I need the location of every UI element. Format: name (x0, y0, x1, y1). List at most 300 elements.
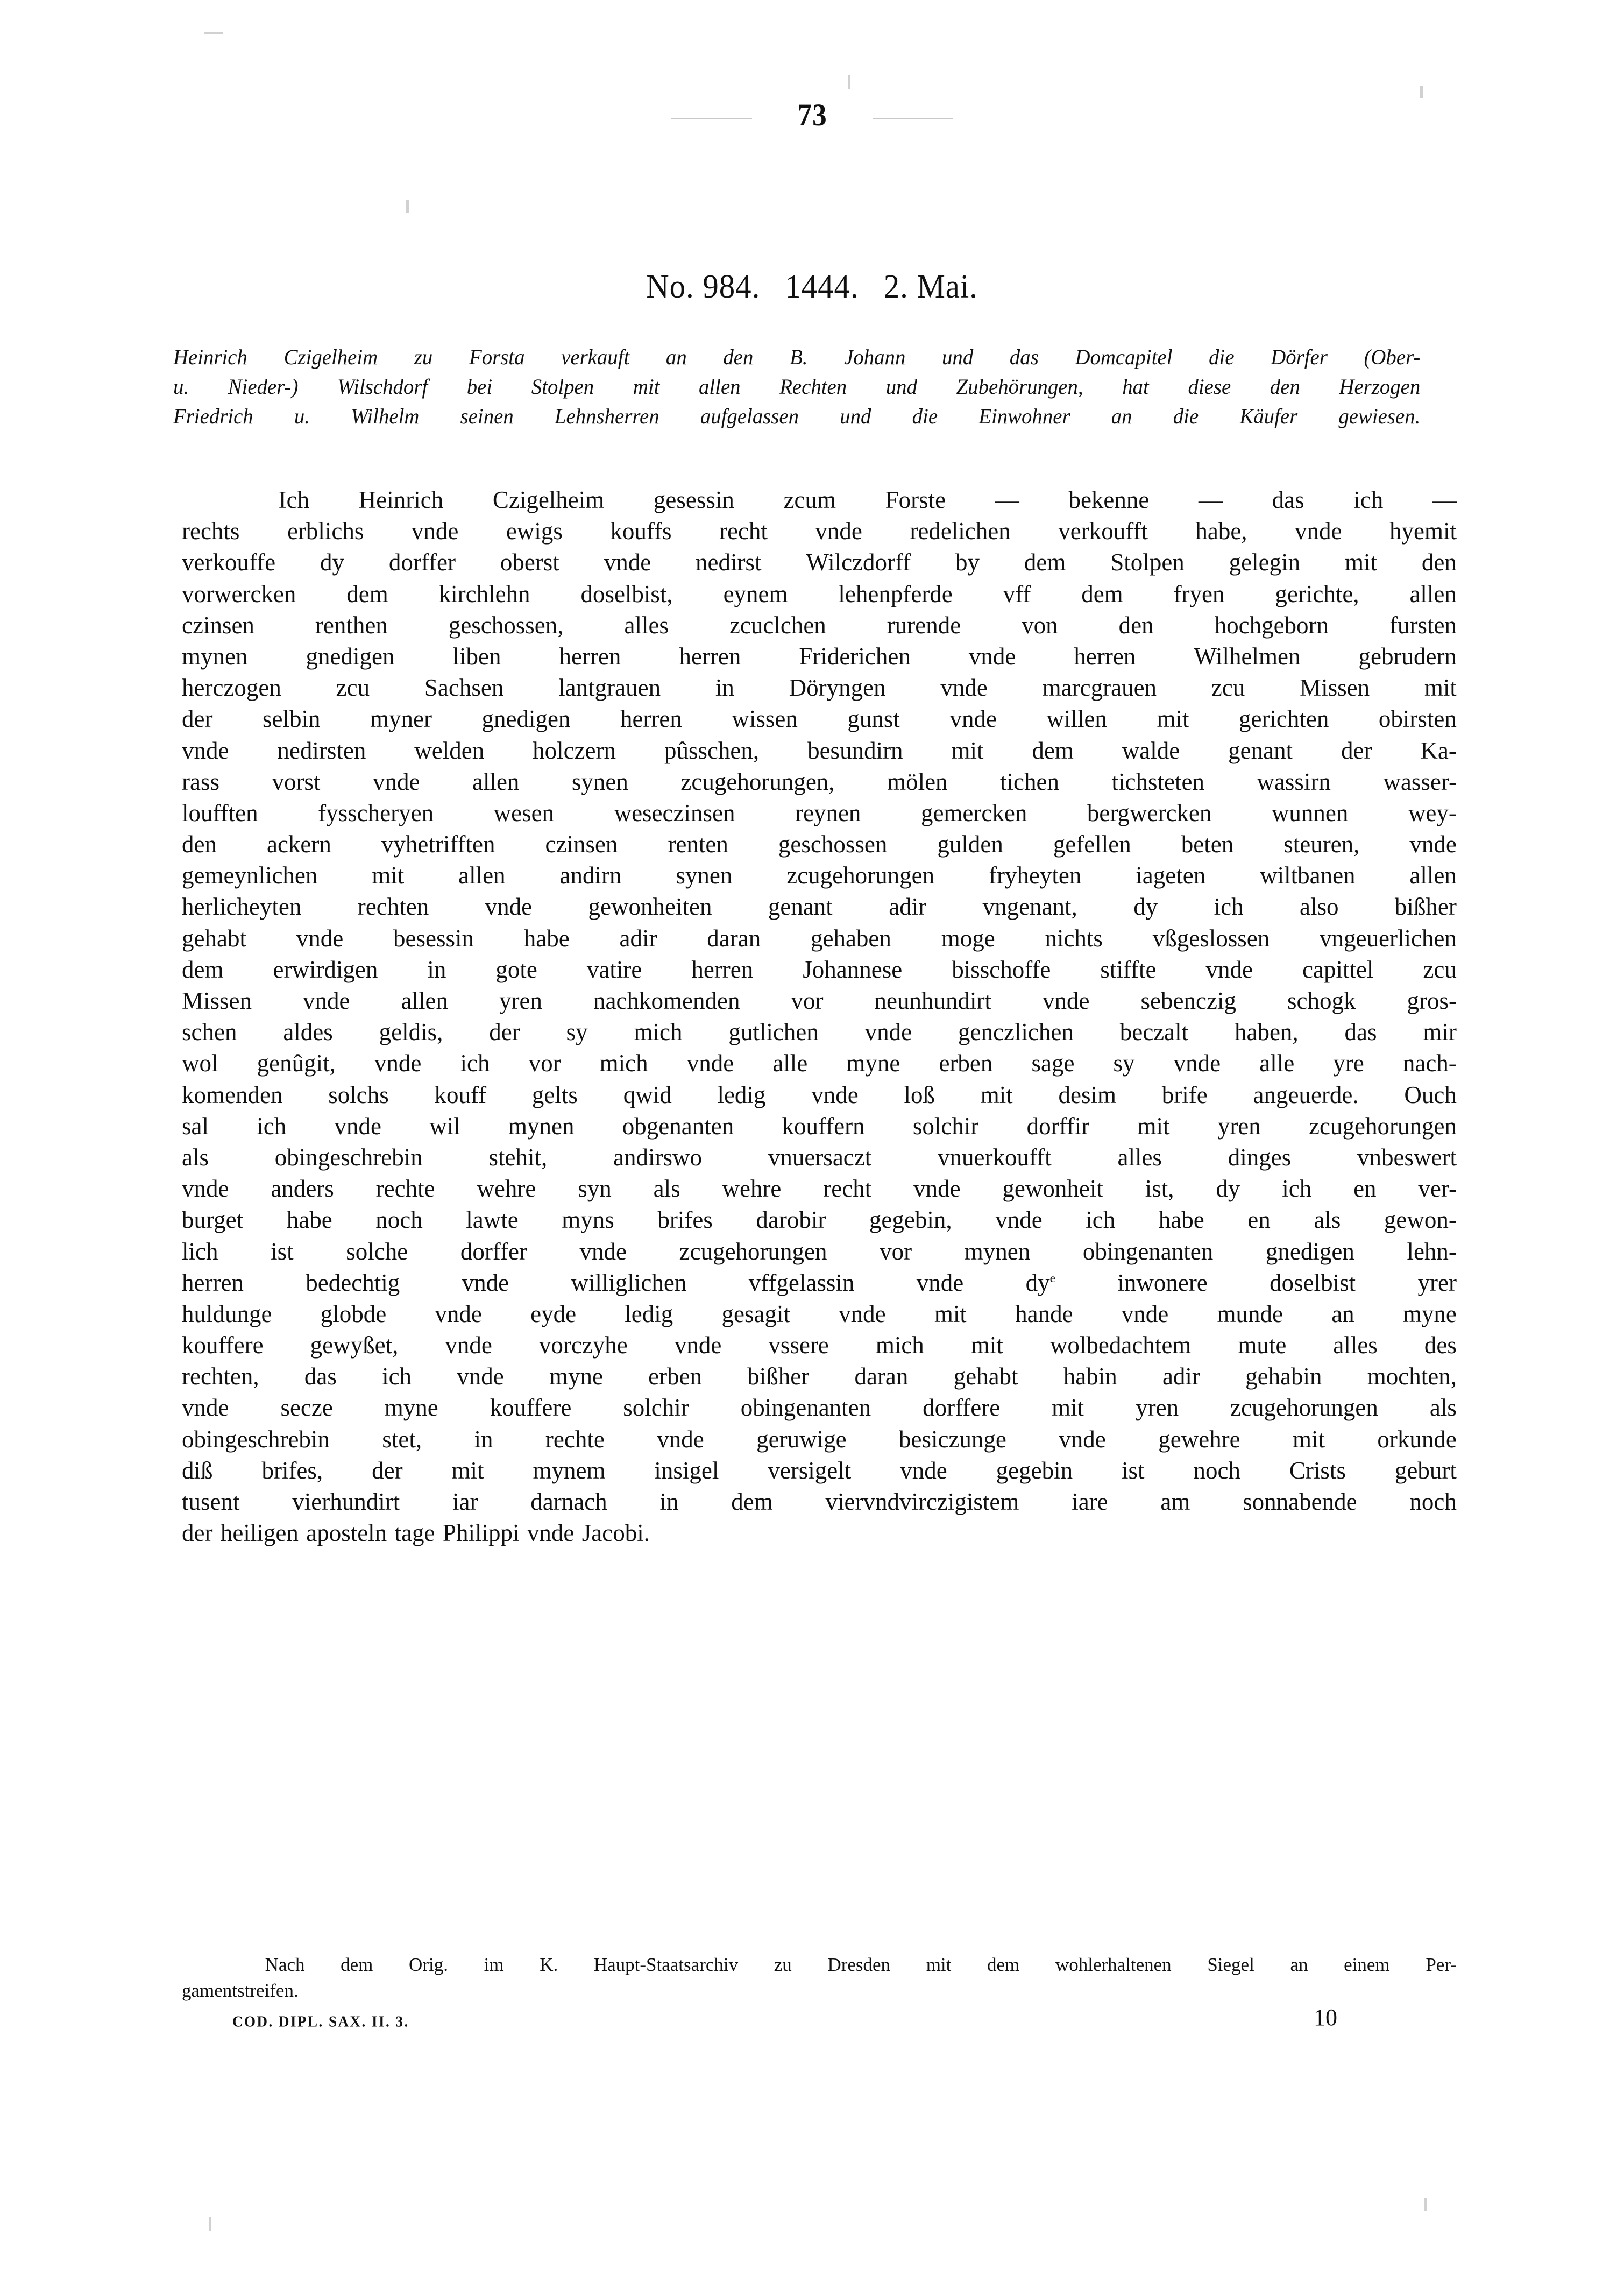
word: kouffere (490, 1394, 572, 1422)
word: zcugehorungen (679, 1238, 827, 1265)
word: — (995, 486, 1019, 513)
word: zcugehorungen, (680, 768, 835, 795)
word: genant (768, 893, 833, 921)
word: genczlichen (958, 1019, 1074, 1046)
word: gunst (847, 705, 900, 733)
word: erblichs (287, 518, 364, 545)
word: loß (904, 1081, 935, 1108)
volume-signature-mark: COD. DIPL. SAX. II. 3. (232, 2013, 409, 2030)
word: als (1314, 1206, 1341, 1234)
word: verkouffe (182, 549, 276, 576)
word: mit (451, 1456, 484, 1484)
word: czinsen (545, 831, 618, 858)
word: lehn- (1407, 1238, 1457, 1265)
word: komenden (182, 1081, 283, 1108)
word: heiligen (220, 1519, 299, 1547)
word: vnde (182, 737, 229, 764)
body-line (182, 954, 1457, 985)
word: nach- (1402, 1050, 1457, 1077)
word: fursten (1389, 611, 1457, 639)
word: vnde (839, 1300, 886, 1327)
word: vnde (303, 987, 350, 1014)
word: andirn (559, 862, 622, 889)
rule-dash-right (873, 118, 953, 119)
word: schen (182, 1019, 237, 1046)
word: tichsteten (1111, 768, 1204, 795)
word: mit (934, 1300, 967, 1327)
word: ich (1282, 1175, 1312, 1203)
word: als (182, 1143, 209, 1171)
scan-speck (848, 75, 850, 89)
word: yrer (1417, 1269, 1457, 1296)
word: daran (854, 1363, 909, 1390)
word: Wilczdorff (806, 549, 911, 576)
word: reynen (795, 799, 861, 826)
word: huldunge (182, 1300, 272, 1327)
word: Philippi (442, 1519, 520, 1547)
word: gehaben (810, 924, 891, 952)
word: lehenpferde (838, 580, 953, 607)
rule-dash-left (671, 118, 752, 119)
body-line (182, 1517, 1457, 1548)
word: zcuclchen (729, 611, 826, 639)
word: ist, (1145, 1175, 1174, 1203)
word: fysscheryen (318, 799, 434, 826)
word: schogk (1287, 987, 1356, 1014)
word: vorst (272, 768, 321, 795)
body-line (182, 1392, 1457, 1423)
word: desim (1058, 1081, 1117, 1108)
word: en (1353, 1175, 1377, 1203)
word: aldes (283, 1019, 333, 1046)
word: dinges (1228, 1143, 1292, 1171)
word: vnde (411, 518, 459, 545)
charter-body (182, 484, 1457, 1548)
word: kouffern (782, 1112, 865, 1140)
body-line (182, 1330, 1457, 1361)
charter-number: No. 984. (646, 268, 761, 305)
word: dem (182, 956, 224, 983)
word: noch (1193, 1456, 1240, 1484)
word: obingeschrebin (274, 1143, 423, 1171)
word: diß (182, 1456, 213, 1484)
word: habin (1063, 1363, 1117, 1390)
body-line (182, 1455, 1457, 1486)
word: vngenant, (982, 893, 1077, 921)
word: also (1299, 893, 1339, 921)
body-line (182, 703, 1457, 734)
word: vor (791, 987, 824, 1014)
word: darobir (756, 1206, 826, 1234)
word: Haupt-Staatsarchiv (593, 1954, 739, 1975)
word: vor (880, 1238, 912, 1265)
word: das (304, 1363, 337, 1390)
word: besiczunge (898, 1425, 1006, 1453)
body-line (182, 547, 1457, 578)
word: stiffte (1100, 956, 1157, 983)
word: mochten, (1367, 1363, 1457, 1390)
word: an (1331, 1300, 1354, 1327)
word: dorffer (388, 549, 456, 576)
word: gesessin (653, 486, 734, 513)
word: ledig (625, 1300, 673, 1327)
word: solchs (328, 1081, 389, 1108)
word: Missen (1300, 674, 1370, 702)
word: des (1424, 1332, 1457, 1359)
word: myns (562, 1206, 614, 1234)
body-line (182, 1173, 1457, 1204)
word: sy (1113, 1050, 1135, 1077)
word: das (1344, 1019, 1377, 1046)
word: gnedigen (306, 642, 395, 670)
word: lawte (466, 1206, 519, 1234)
word: renthen (315, 611, 388, 639)
word: vnde (374, 1050, 422, 1077)
word: gehabt (182, 924, 246, 952)
word: versigelt (768, 1456, 852, 1484)
word: dorffer (460, 1238, 527, 1265)
word: bisschoffe (952, 956, 1051, 983)
word: rass (182, 768, 219, 795)
word: vff (1003, 580, 1031, 607)
word: wassirn (1257, 768, 1331, 795)
word: als (653, 1175, 680, 1203)
word: vnde (674, 1332, 722, 1359)
word: kouffs (610, 518, 672, 545)
body-line (182, 672, 1457, 703)
word: Friderichen (799, 642, 911, 670)
word: czinsen (182, 611, 254, 639)
word: zcugehorungen (1230, 1394, 1378, 1422)
word: burget (182, 1206, 244, 1234)
scan-speck (204, 32, 223, 34)
gathering-signature-number: 10 (1314, 2004, 1337, 2031)
word: hyemit (1389, 518, 1457, 545)
word: vnde (372, 768, 420, 795)
word: vnde (1059, 1425, 1106, 1453)
word: Ouch (1404, 1081, 1457, 1108)
word: gnedigen (481, 705, 571, 733)
word: Orig. (409, 1954, 448, 1975)
word: vnde (485, 893, 533, 921)
word: solchir (623, 1394, 689, 1422)
word: rechts (182, 518, 240, 545)
word: mynen (964, 1238, 1031, 1265)
word: Johannese (803, 956, 903, 983)
word: mich (875, 1332, 924, 1359)
word: lantgrauen (558, 674, 661, 702)
word: iageten (1136, 862, 1206, 889)
word: brifes (657, 1206, 713, 1234)
word: mit (372, 862, 405, 889)
word: vnde (913, 1175, 961, 1203)
word: mit (970, 1332, 1003, 1359)
word: besundirn (807, 737, 903, 764)
body-line (182, 484, 1457, 515)
word: wasser- (1383, 768, 1457, 795)
word: vorczyhe (538, 1332, 628, 1359)
word: dem (731, 1488, 773, 1515)
word: besessin (393, 924, 474, 952)
word: marcgrauen (1042, 674, 1157, 702)
word: den (1421, 549, 1457, 576)
word: gerichte, (1275, 580, 1359, 607)
word: eyde (530, 1300, 577, 1327)
word: gewehre (1158, 1425, 1240, 1453)
word: wunnen (1271, 799, 1349, 826)
word: ich (257, 1112, 287, 1140)
body-line (182, 860, 1457, 891)
word: dem (1081, 580, 1123, 607)
word: fryheyten (988, 862, 1082, 889)
word: vnuerkoufft (938, 1143, 1052, 1171)
word: vngeuerlichen (1320, 924, 1457, 952)
word: obingenanten (1082, 1238, 1214, 1265)
word: aposteln (306, 1519, 387, 1547)
word: dem (987, 1954, 1020, 1975)
word: herren (559, 642, 621, 670)
word: solche (346, 1238, 408, 1265)
word: allen (401, 987, 449, 1014)
word: dem (1024, 549, 1066, 576)
word: mynen (508, 1112, 575, 1140)
word: zcum (783, 486, 836, 513)
word: gewonheit (1002, 1175, 1103, 1203)
body-line (182, 1267, 1457, 1298)
charter-year: 1444. (785, 268, 859, 305)
body-line (182, 1236, 1457, 1267)
word: dorffir (1026, 1112, 1090, 1140)
word: sebenczig (1140, 987, 1236, 1014)
body-line (182, 1111, 1457, 1142)
regest-summary (173, 342, 1420, 431)
word: selbin (262, 705, 321, 733)
word: gutlichen (728, 1019, 819, 1046)
word: vnde (579, 1238, 627, 1265)
word: obingenanten (740, 1394, 871, 1422)
body-line (182, 1204, 1457, 1235)
word: allen (458, 862, 506, 889)
word: viervndvirczigistem (825, 1488, 1019, 1515)
word: herren (182, 1269, 244, 1296)
word: hande (1015, 1300, 1073, 1327)
word: recht (719, 518, 768, 545)
word: der (182, 705, 213, 733)
word: genûgit, (257, 1050, 336, 1077)
word: adir (889, 893, 927, 921)
word: brife (1161, 1081, 1208, 1108)
word: myne (1402, 1300, 1457, 1327)
word: wiltbanen (1260, 862, 1356, 889)
word: mit (951, 737, 984, 764)
word: dem (1032, 737, 1074, 764)
word: allen (1409, 580, 1457, 607)
page-footer (0, 2004, 1624, 2051)
word: en (1247, 1206, 1271, 1234)
word: brifes, (261, 1456, 323, 1484)
regest-line: u. Nieder-) Wilschdorf bei Stolpen mit allen Rechten und Zubehörungen, hat diese den Herzogen (173, 374, 1421, 399)
body-line (182, 891, 1457, 922)
word: mit (1137, 1112, 1170, 1140)
word: vnde (864, 1019, 912, 1046)
word: $dy^e$ (1025, 1269, 1055, 1296)
word: bekenne (1068, 486, 1150, 513)
word: tage (394, 1519, 435, 1547)
word: dorffere (923, 1394, 1001, 1422)
running-head (0, 97, 1624, 148)
source-note-line (182, 1978, 1457, 2004)
word: wissen (732, 705, 798, 733)
word: insigel (654, 1456, 719, 1484)
word: wesen (493, 799, 555, 826)
source-note (182, 1952, 1457, 2004)
word: vnde (916, 1269, 964, 1296)
word: yre (1333, 1050, 1364, 1077)
word: wehre (477, 1175, 536, 1203)
word: ich (382, 1363, 412, 1390)
word: gebrudern (1358, 642, 1457, 670)
word: in (474, 1425, 493, 1453)
word: vnde (457, 1363, 504, 1390)
body-line (182, 515, 1457, 547)
word: vnde (1121, 1300, 1169, 1327)
word: obirsten (1378, 705, 1457, 733)
word: haben, (1234, 1019, 1299, 1046)
body-line (182, 578, 1457, 610)
word: yren (1136, 1394, 1179, 1422)
word: gewon- (1384, 1206, 1457, 1234)
word: obgenanten (622, 1112, 734, 1140)
body-line (182, 1424, 1457, 1455)
word: nachkomenden (593, 987, 740, 1014)
word: vnde (1205, 956, 1253, 983)
word: Dresden (827, 1954, 891, 1975)
word: sonnabende (1243, 1488, 1357, 1515)
word: vnde (334, 1112, 381, 1140)
charter-date: 2. Mai. (883, 268, 978, 305)
word: vssere (768, 1332, 829, 1359)
word: vor (528, 1050, 561, 1077)
scan-speck (1424, 2198, 1427, 2211)
word: adir (619, 924, 657, 952)
word: sage (1031, 1050, 1075, 1077)
word: dem (346, 580, 388, 607)
word: iar (452, 1488, 478, 1515)
body-line (182, 923, 1457, 954)
word: ich (1353, 486, 1384, 513)
word: geschossen, (448, 611, 564, 639)
word: nedirsten (277, 737, 366, 764)
word: doselbist, (580, 580, 673, 607)
word: wehre (722, 1175, 782, 1203)
word: vnde (1295, 518, 1342, 545)
word: anders (271, 1175, 334, 1203)
word: gefellen (1053, 831, 1131, 858)
word: vnde (604, 549, 651, 576)
word: das (1272, 486, 1304, 513)
word: geschossen (778, 831, 888, 858)
word: Döryngen (789, 674, 886, 702)
word: stehit, (488, 1143, 548, 1171)
word: — (1199, 486, 1223, 513)
word: vnde (686, 1050, 734, 1077)
body-line (182, 1016, 1457, 1048)
word: darnach (530, 1488, 607, 1515)
word: rechte (375, 1175, 435, 1203)
word: in (427, 956, 446, 983)
word: herczogen (182, 674, 281, 702)
source-note-line (182, 1952, 1457, 1978)
word: mich (599, 1050, 648, 1077)
word: myne (846, 1050, 900, 1077)
superscript-e: e (1049, 1271, 1055, 1285)
word: gerichten (1238, 705, 1329, 733)
word: vyhetrifften (381, 831, 495, 858)
word: der (489, 1019, 520, 1046)
word: munde (1217, 1300, 1283, 1327)
word: vnde (815, 518, 862, 545)
word: herren (1074, 642, 1136, 670)
word: herren (620, 705, 682, 733)
word: myne (549, 1363, 603, 1390)
word: Missen (182, 987, 252, 1014)
word: zcu (1211, 674, 1245, 702)
word: dem (341, 1954, 373, 1975)
word: yren (1217, 1112, 1261, 1140)
word: eynem (723, 580, 788, 607)
word: ewigs (506, 518, 563, 545)
word: kouff (434, 1081, 487, 1108)
word: gewyßet, (310, 1332, 399, 1359)
word: weseczinsen (614, 799, 735, 826)
word: habe (286, 1206, 332, 1234)
word: geburt (1394, 1456, 1457, 1484)
word: vnde (657, 1425, 704, 1453)
body-line (182, 829, 1457, 860)
word: vnde (1043, 987, 1090, 1014)
word: lich (182, 1238, 218, 1265)
word: genant (1228, 737, 1293, 764)
word: vnde (900, 1456, 947, 1484)
body-line (182, 641, 1457, 672)
word: alles (624, 611, 669, 639)
word: vnde (296, 924, 344, 952)
word: ledig (717, 1081, 766, 1108)
word: mich (634, 1019, 683, 1046)
word: dy (320, 549, 344, 576)
word: ich (1214, 893, 1244, 921)
word: fryen (1173, 580, 1225, 607)
word: holczern (533, 737, 616, 764)
word: redelichen (910, 518, 1011, 545)
word: vnde (527, 1519, 575, 1547)
word: synen (571, 768, 628, 795)
word: mute (1238, 1332, 1287, 1359)
word: vnde (445, 1332, 492, 1359)
word: iare (1072, 1488, 1108, 1515)
word: — (1432, 486, 1457, 513)
word: einem (1344, 1954, 1390, 1975)
word: myner (370, 705, 432, 733)
word: gnedigen (1265, 1238, 1354, 1265)
word: yren (499, 987, 543, 1014)
word: mit (926, 1954, 952, 1975)
word: synen (676, 862, 733, 889)
word: zcu (336, 674, 370, 702)
word: von (1022, 611, 1058, 639)
word: gemercken (920, 799, 1027, 826)
body-line (182, 985, 1457, 1016)
